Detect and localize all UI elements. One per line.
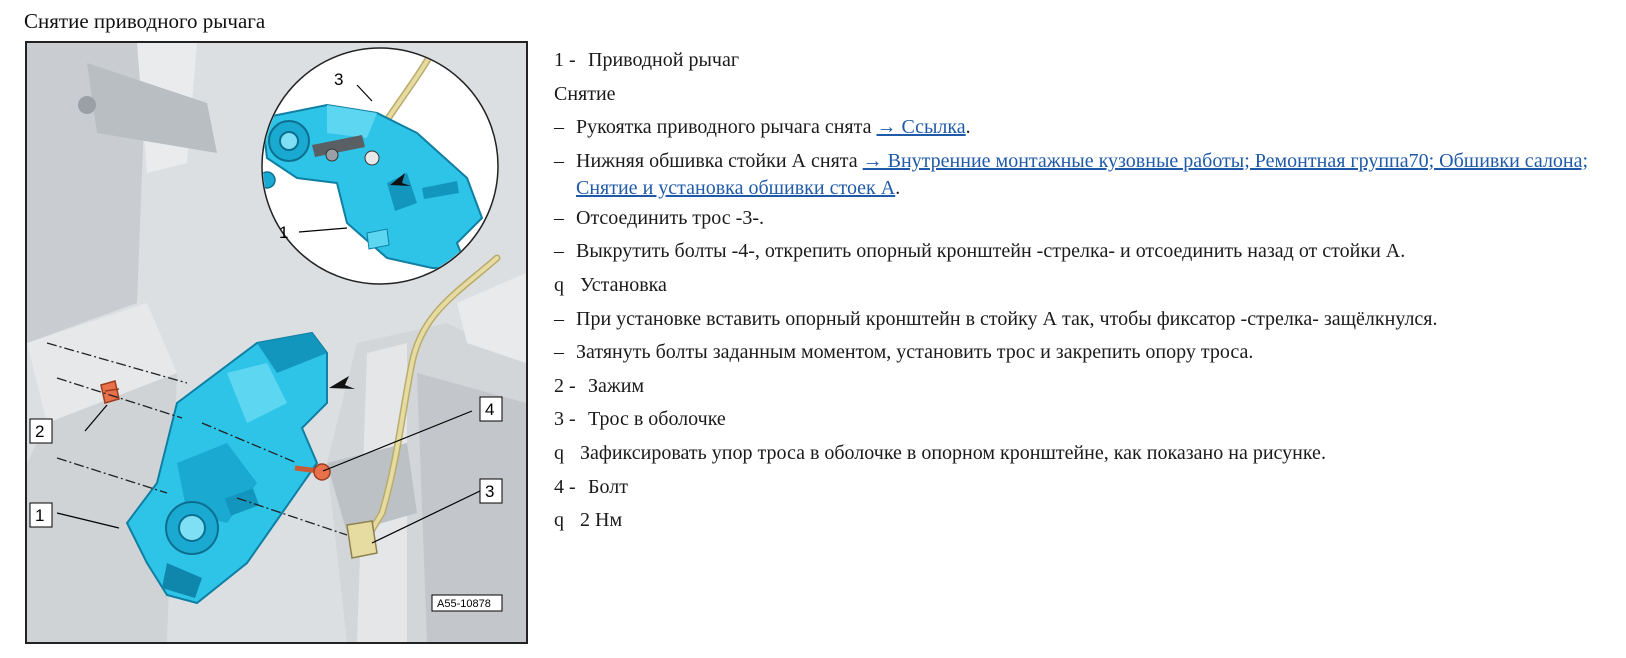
line-text: Трос в оболочке <box>588 408 726 431</box>
instruction-line <box>554 44 1622 78</box>
svg-text:4: 4 <box>485 400 495 419</box>
instruction-line <box>554 504 1622 538</box>
instruction-line <box>554 403 1622 437</box>
line-text: Отсоединить трос -3-. <box>576 206 764 229</box>
instruction-line <box>554 145 1622 202</box>
line-marker: – <box>554 206 564 229</box>
svg-text:3: 3 <box>334 70 344 89</box>
callout-2 <box>30 419 52 443</box>
line-content <box>588 370 1622 400</box>
instruction-line <box>554 235 1622 269</box>
callout-1 <box>30 503 52 527</box>
instruction-line <box>554 269 1622 303</box>
line-marker: q <box>554 509 564 532</box>
clip-2 <box>101 381 119 403</box>
line-text: Нижняя обшивка стойки А снята <box>576 149 863 172</box>
line-marker: 4 - <box>554 475 576 498</box>
line-marker: 2 - <box>554 374 576 397</box>
line-content <box>580 437 1622 467</box>
line-text: Зафиксировать упор троса в оболочке в опорном кронштейне, как показано на рисунке. <box>580 441 1326 464</box>
svg-text:2: 2 <box>35 422 45 441</box>
line-content <box>588 44 1622 74</box>
line-marker: – <box>554 240 564 263</box>
line-content <box>580 269 1622 299</box>
line-text: При установке вставить опорный кронштейн в стойку А так, чтобы фиксатор -стрелка- защёлкнулся. <box>576 307 1438 330</box>
line-text: Приводной рычаг <box>588 49 740 71</box>
line-marker: – <box>554 149 564 172</box>
line-text-suffix: . <box>965 116 971 139</box>
instruction-line <box>554 437 1622 471</box>
line-text-suffix: . <box>895 176 901 199</box>
instruction-line <box>554 336 1622 370</box>
line-text: Зажим <box>588 374 645 397</box>
line-text: Рукоятка приводного рычага снята <box>576 116 877 139</box>
line-marker: – <box>554 341 564 364</box>
reference-link[interactable]: → Внутренние монтажные кузовные работы; Ремонтная группа70; Обшивки салона; Снятие и установка обшивки стоек А <box>576 149 1589 199</box>
line-content <box>588 403 1622 433</box>
line-marker: q <box>554 441 564 464</box>
svg-text:A55-10878: A55-10878 <box>437 598 491 610</box>
line-content <box>580 504 1622 534</box>
reference-link[interactable]: → Ссылка <box>876 116 966 139</box>
figure-reference-code <box>432 595 502 611</box>
line-marker: 3 - <box>554 408 576 431</box>
line-marker: – <box>554 116 564 139</box>
line-text: Затянуть болты заданным моментом, установить трос и закрепить опору троса. <box>576 341 1254 364</box>
line-content <box>576 336 1622 366</box>
line-content <box>576 111 1622 141</box>
instruction-line <box>554 471 1622 505</box>
svg-text:1: 1 <box>279 223 289 242</box>
line-content <box>554 78 1622 108</box>
callout-4 <box>480 397 502 421</box>
line-content <box>588 471 1622 501</box>
line-content <box>576 145 1622 202</box>
line-marker: 1 - <box>554 49 576 71</box>
svg-text:1: 1 <box>35 506 45 525</box>
instruction-line <box>554 370 1622 404</box>
line-content <box>576 235 1622 265</box>
instruction-line <box>554 202 1622 236</box>
line-marker: – <box>554 307 564 330</box>
line-text: Болт <box>588 475 628 498</box>
line-text: Выкрутить болты -4-, открепить опорный кронштейн -стрелка- и отсоединить назад от стойки А. <box>576 240 1406 263</box>
instruction-list <box>554 44 1622 538</box>
line-content <box>576 303 1622 333</box>
svg-text:3: 3 <box>485 482 495 501</box>
callout-3 <box>480 479 502 503</box>
instruction-line <box>554 303 1622 337</box>
instruction-line <box>554 111 1622 145</box>
line-text: Снятие <box>554 82 616 105</box>
line-text: Установка <box>580 273 667 296</box>
line-marker: q <box>554 273 564 296</box>
instruction-line <box>554 78 1622 112</box>
cable-end-stop <box>347 521 377 558</box>
exploded-view-illustration <box>25 41 528 644</box>
line-content <box>576 202 1622 232</box>
page-title: Снятие приводного рычага <box>24 9 266 33</box>
line-text: 2 Нм <box>580 509 623 532</box>
